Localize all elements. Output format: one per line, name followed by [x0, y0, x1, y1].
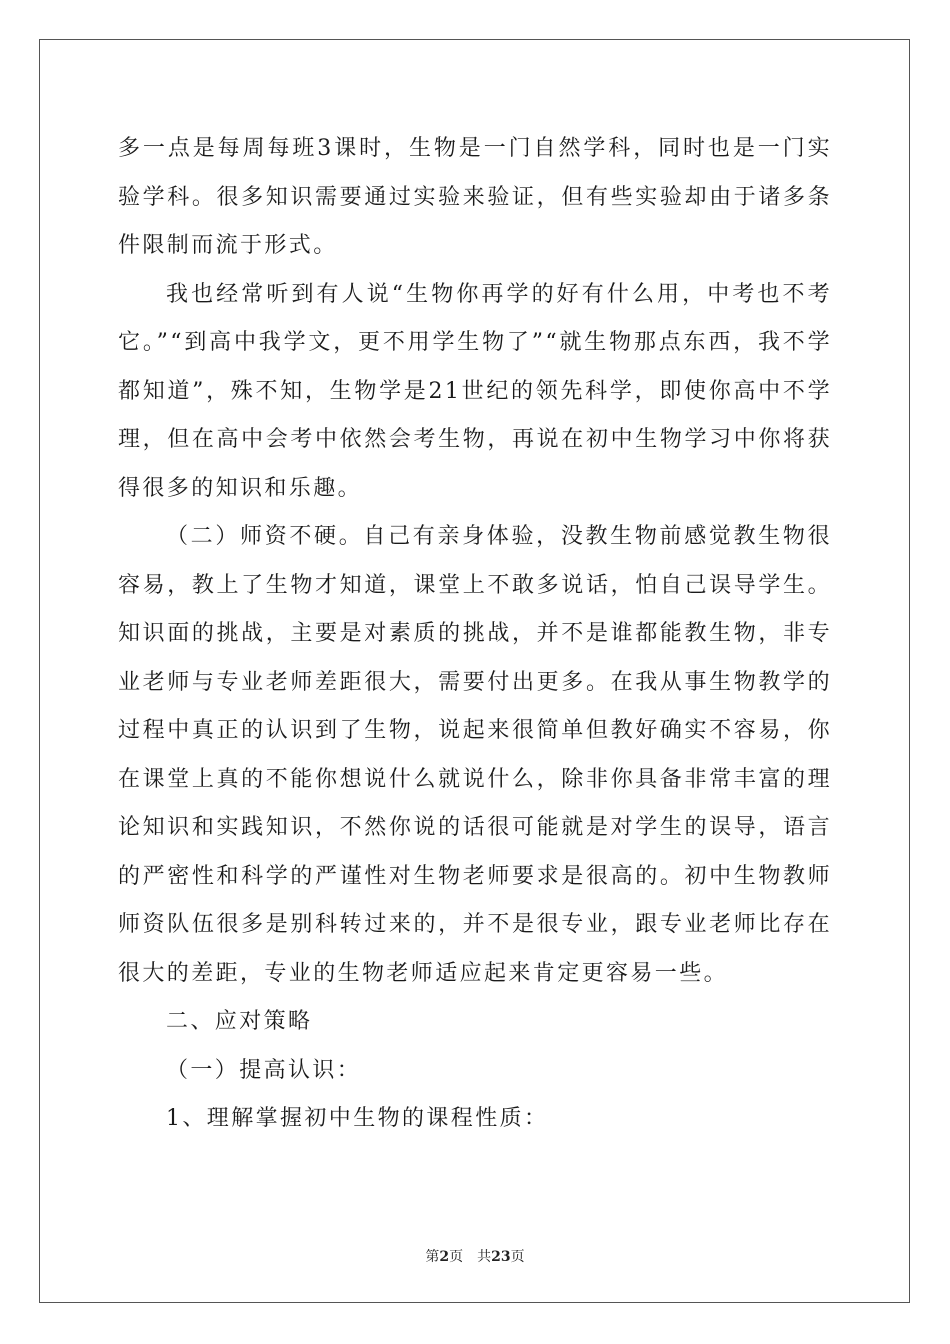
total-prefix: 共 [477, 1249, 492, 1265]
document-body [118, 125, 832, 1144]
paragraph-3: （二）师资不硬。自己有亲身体验，没教生物前感觉教生物很容易，教上了生物才知道，课堂上不敢多说话，怕自己误导学生。知识面的挑战，主要是对素质的挑战，并不是谁都能教生物，非专业老师与专业老师差距很大，需要付出更多。在我从事生物教学的过程中真正的认识到了生物，说起来很简单但教好确实不容易，你在课堂上真的不能你想说什么就说什么，除非你具备非常丰富的理论知识和实践知识，不然你说的话很可能就是对学生的误导，语言的严密性和科学的严谨性对生物老师要求是很高的。初中生物教师师资队伍很多是别科转过来的，并不是很专业，跟专业老师比存在很大的差距，专业的生物老师适应起来肯定更容易一些。 [118, 524, 832, 986]
total-pages: 23 [491, 1249, 511, 1265]
page-suffix: 页 [449, 1249, 464, 1265]
list-item-heading: 1、理解掌握初中生物的课程性质： [166, 1106, 549, 1131]
paragraph-2: 我也经常听到有人说“生物你再学的好有什么用，中考也不考它。”“到高中我学文，更不用学生物了”“就生物那点东西，我不学都知道”，殊不知，生物学是21世纪的领先科学，即使你高中不学理，但在高中会考中依然会考生物，再说在初中生物学习中你将获得很多的知识和乐趣。 [118, 281, 832, 501]
page-number: 2 [439, 1249, 450, 1265]
page-footer [0, 1246, 950, 1266]
total-suffix: 页 [510, 1249, 525, 1265]
subsection-heading: （一）提高认识： [166, 1057, 362, 1083]
section-heading: 二、应对策略 [166, 1009, 313, 1034]
page-prefix: 第 [425, 1249, 440, 1265]
paragraph-1: 多一点是每周每班3课时，生物是一门自然学科，同时也是一门实验学科。很多知识需要通过实验来验证，但有些实验却由于诸多条件限制而流于形式。 [118, 136, 832, 258]
